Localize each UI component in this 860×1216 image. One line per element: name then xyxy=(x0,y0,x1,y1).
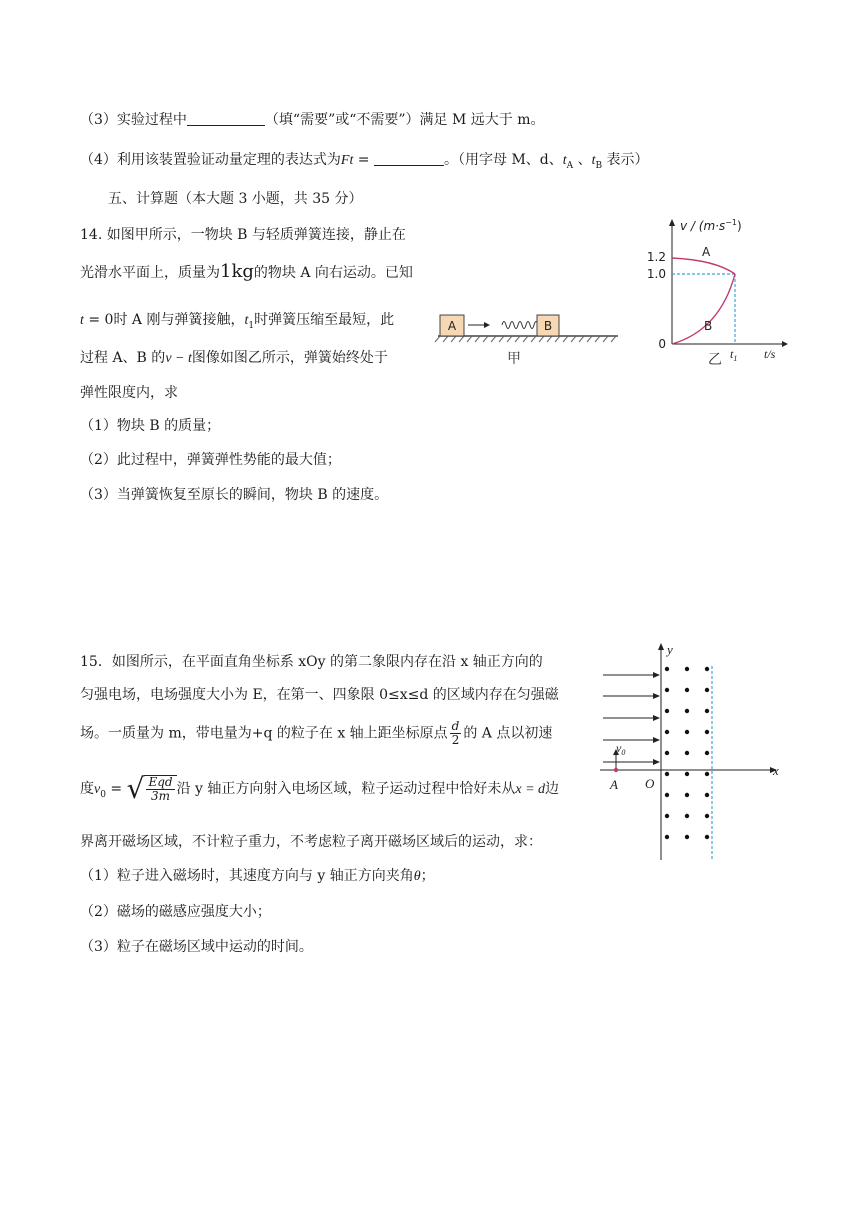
q15-sub1b: ； xyxy=(420,868,435,884)
q13-item4-end: 表示） xyxy=(602,152,649,168)
curve-a xyxy=(672,258,735,274)
answer-blank[interactable] xyxy=(187,111,265,126)
point-a xyxy=(614,768,618,772)
v0-subscript: 0 xyxy=(100,789,106,800)
x-equals-d: x = d xyxy=(515,782,546,797)
q14-sub1: （1）物块 B 的质量； xyxy=(80,418,221,434)
q15-sub1a: （1）粒子进入磁场时，其速度方向与 y 轴正方向夹角 xyxy=(80,868,414,884)
q15-line3 xyxy=(80,720,552,747)
ta-subscript: A xyxy=(566,160,574,171)
q14-sub2: （2）此过程中，弹簧弹性势能的最大值； xyxy=(80,452,341,468)
tb-subscript: B xyxy=(595,160,603,171)
q14-line3a: 时 A 刚与弹簧接触， xyxy=(113,312,245,328)
q13-item3 xyxy=(80,110,545,130)
ft-expression: Ft xyxy=(340,153,354,168)
electric-field-arrows xyxy=(603,675,653,762)
t1-subscript: 1 xyxy=(248,320,255,331)
q14-line2a: 光滑水平面上，质量为 xyxy=(80,265,220,281)
t1-symbol: t xyxy=(244,313,249,328)
q14-sub3: （3）当弹簧恢复至原长的瞬间，物块 B 的速度。 xyxy=(80,487,389,503)
q14-line5: 弹性限度内，求 xyxy=(80,385,178,401)
q14-line4b: 图像如图乙所示，弹簧始终处于 xyxy=(191,350,388,366)
curve-b-label: B xyxy=(704,319,713,333)
curve-a-label: A xyxy=(702,245,711,259)
figure-jia-caption: 甲 xyxy=(507,351,521,367)
frac-denominator: 2 xyxy=(451,733,460,747)
q14-line3b: 时弹簧压缩至最短，此 xyxy=(254,312,395,328)
q14-line2b: 的物块 A 向右运动。已知 xyxy=(253,265,413,281)
q15-line4c: 边 xyxy=(545,781,560,797)
y-axis-label: $v / (m\cdot s^{-1})$ xyxy=(680,218,742,233)
q15-line4 xyxy=(80,772,560,805)
radical-icon: √ xyxy=(126,772,145,805)
equals-sign: = xyxy=(105,781,127,797)
sqrt-expression xyxy=(126,772,177,805)
q15-line2: 匀强电场，电场强度大小为 E，在第一、四象限 0≤x≤d 的区域内存在匀强磁 xyxy=(80,687,559,703)
t-symbol: t xyxy=(80,313,84,328)
tb-symbol: t xyxy=(591,153,596,168)
block-b-label: B xyxy=(543,319,553,333)
tick-1-2: 1.2 xyxy=(646,250,666,264)
q14-line3 xyxy=(80,310,394,336)
tick-1-0: 1.0 xyxy=(646,267,666,281)
q15-sub1 xyxy=(80,866,435,887)
figure-yi xyxy=(640,212,790,372)
q14-line1: 14. 如图甲所示，一物块 B 与轻质弹簧连接，静止在 xyxy=(80,227,406,243)
mass-value: 1kg xyxy=(220,261,254,282)
frac-numerator: d xyxy=(451,719,460,733)
q14-line4 xyxy=(80,348,388,369)
q15-line4b: 沿 y 轴正方向射入电场区域，粒子运动过程中恰好未从 xyxy=(176,781,516,797)
q15-sub3: （3）粒子在磁场区域中运动的时间。 xyxy=(80,939,313,955)
q15-line5: 界离开磁场区域，不计粒子重力，不考虑粒子离开磁场区域后的运动，求： xyxy=(80,834,542,850)
vt-symbol: v − t xyxy=(165,351,192,366)
q15-line1: 15．如图所示，在平面直角坐标系 xOy 的第二象限内存在沿 x 轴正方向的 xyxy=(80,654,543,670)
figure-jia xyxy=(432,305,632,375)
origin-label: O xyxy=(645,776,655,791)
q15-line4a: 度 xyxy=(80,781,94,797)
x-axis-label: x xyxy=(773,763,779,778)
x-axis-label: t/s xyxy=(764,347,776,361)
v0-symbol: v xyxy=(94,782,101,797)
separator: 、 xyxy=(573,152,592,168)
theta-symbol: θ xyxy=(413,869,421,884)
t-zero: = 0 xyxy=(83,312,114,328)
q13-item3-post: （填“需要”或“不需要”）满足 M 远大于 m。 xyxy=(264,112,545,128)
curve-b xyxy=(672,274,735,344)
magnetic-field-dots xyxy=(665,667,709,839)
point-a-label: A xyxy=(610,777,618,792)
q14-line4a: 过程 A、B 的 xyxy=(80,350,166,366)
block-a-label: A xyxy=(447,319,457,333)
sqrt-denominator: 3m xyxy=(150,789,170,803)
ta-symbol: t xyxy=(562,153,567,168)
y-axis-label: y xyxy=(667,642,673,657)
equals-sign: = xyxy=(353,152,374,168)
q13-item4-pre: （4）利用该装置验证动量定理的表达式为 xyxy=(80,152,341,168)
q14-line2 xyxy=(80,262,413,283)
q15-sub2: （2）磁场的磁感应强度大小； xyxy=(80,904,271,920)
section-heading: 五、计算题（本大题 3 小题，共 35 分） xyxy=(108,191,363,207)
fraction-d-over-2 xyxy=(450,720,462,747)
q13-item4 xyxy=(80,150,649,176)
q13-item4-post: 。（用字母 M、d、 xyxy=(444,152,563,168)
answer-blank[interactable] xyxy=(374,151,444,166)
v0-label: $v_0$ xyxy=(616,741,626,757)
q13-item3-pre: （3）实验过程中 xyxy=(80,112,187,128)
figure-yi-caption: 乙 xyxy=(708,352,722,368)
q15-line3a: 场。一质量为 m，带电量为+q 的粒子在 x 轴上距坐标原点 xyxy=(80,725,448,742)
t1-tick: $t_1$ xyxy=(730,347,738,363)
origin-label: 0 xyxy=(658,337,666,351)
figure-q15 xyxy=(595,638,790,863)
q15-line3b: 的 A 点以初速 xyxy=(463,725,553,742)
sqrt-numerator: Eqd xyxy=(148,775,173,789)
